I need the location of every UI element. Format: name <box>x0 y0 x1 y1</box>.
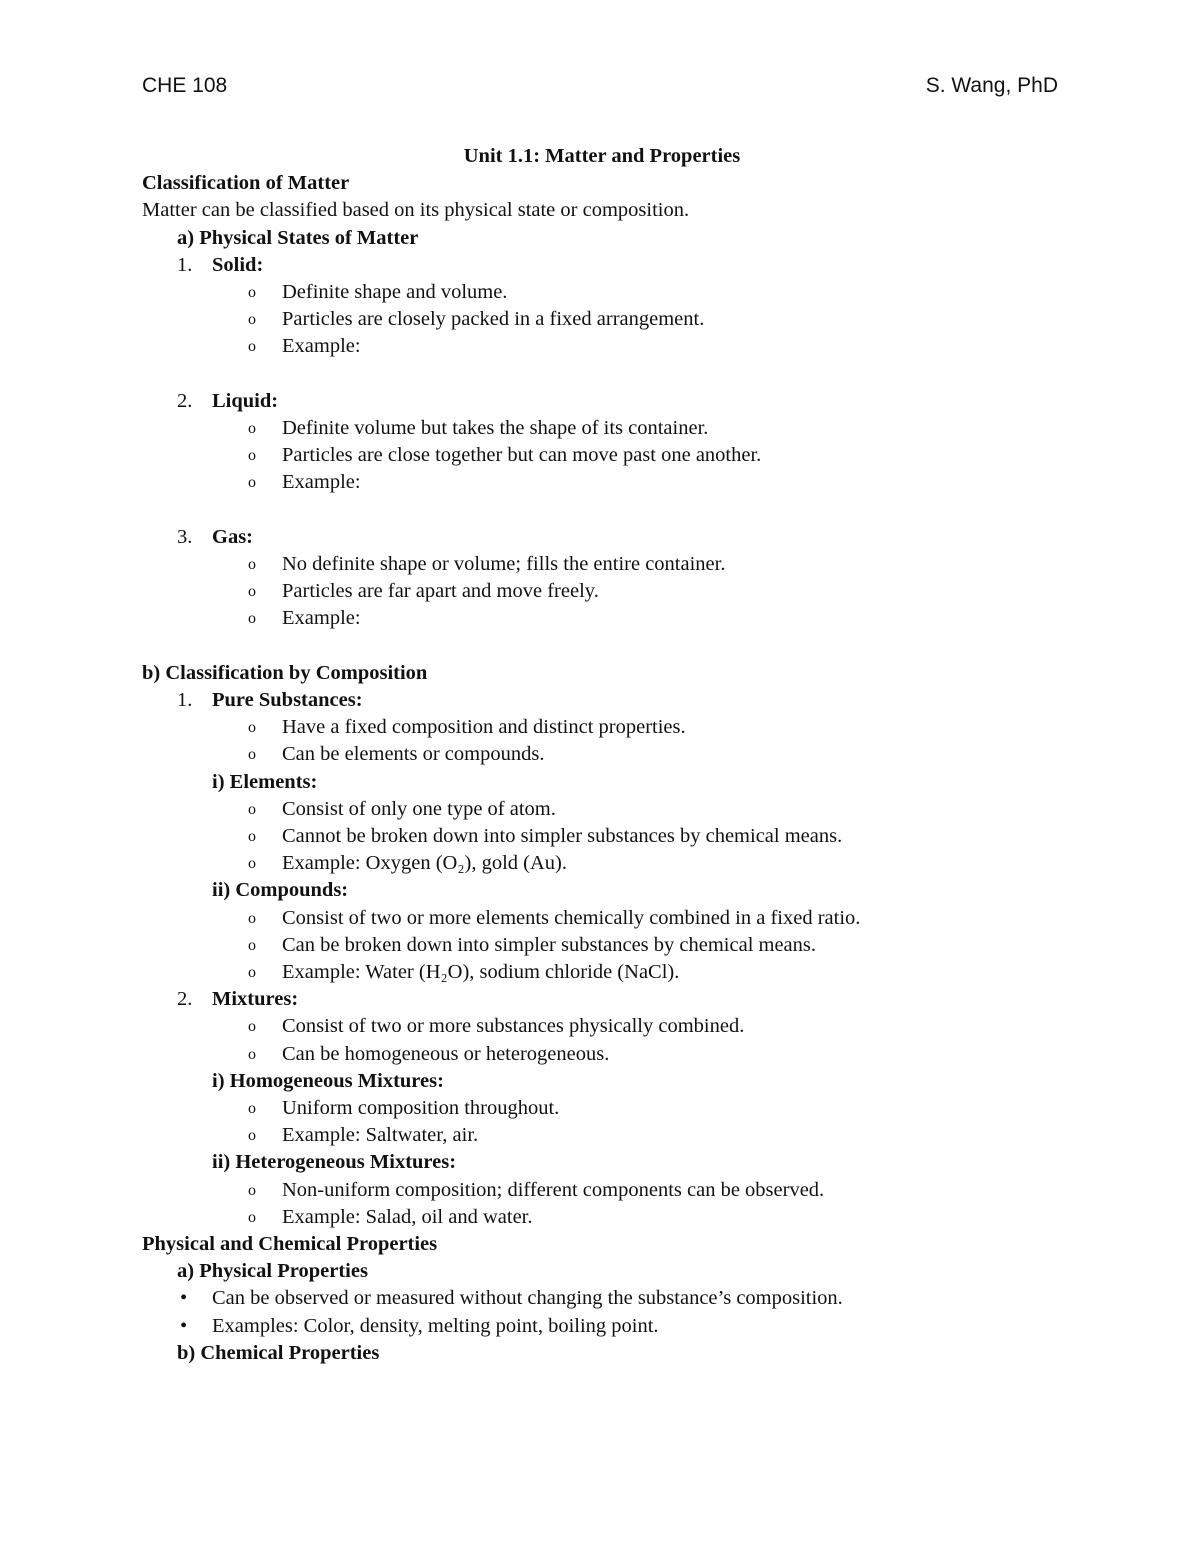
list-item: o Definite volume but takes the shape of its container. <box>142 415 1062 442</box>
circle-bullet-icon: o <box>248 1045 256 1063</box>
circle-bullet-icon: o <box>248 800 256 818</box>
state-name: Liquid: <box>212 389 279 412</box>
homogeneous-heading: i) Homogeneous Mixtures: <box>212 1069 444 1092</box>
document-body <box>142 143 1062 1367</box>
list-item: o Example: Oxygen (O₂), gold (Au). <box>142 850 1062 877</box>
list-item: o Example: Water (H₂O), sodium chloride (NaCl). <box>142 959 1062 986</box>
category-name: Mixtures: <box>212 988 299 1011</box>
page-title: Unit 1.1: Matter and Properties <box>463 145 741 167</box>
mixtures <box>142 986 1062 1013</box>
circle-bullet-icon: o <box>248 338 256 356</box>
state-name: Solid: <box>212 253 264 276</box>
author-name: S. Wang, PhD <box>925 74 1058 97</box>
pure-substances <box>142 687 1062 714</box>
circle-bullet-icon: o <box>248 420 256 438</box>
list-item: o Example: <box>142 333 1062 360</box>
list-item: o Uniform composition throughout. <box>142 1095 1062 1122</box>
circle-bullet-icon: o <box>248 474 256 492</box>
list-item: o Particles are closely packed in a fixed arrangement. <box>142 306 1062 333</box>
course-code: CHE 108 <box>142 74 228 97</box>
state-gas <box>142 524 1062 551</box>
circle-bullet-icon: o <box>248 1127 256 1145</box>
list-item: o Example: <box>142 605 1062 632</box>
circle-bullet-icon: o <box>248 828 256 846</box>
subsection-heading-composition: b) Classification by Composition <box>142 661 428 684</box>
circle-bullet-icon: o <box>248 284 256 302</box>
section-heading-properties: Physical and Chemical Properties <box>142 1233 438 1256</box>
list-item: o Particles are far apart and move freely. <box>142 578 1062 605</box>
physical-properties-heading: a) Physical Properties <box>177 1260 368 1283</box>
circle-bullet-icon: o <box>248 447 256 465</box>
circle-bullet-icon: o <box>248 855 256 873</box>
spacer <box>142 361 1062 388</box>
list-item: • Can be observed or measured without changing the substance’s composition. <box>142 1285 1062 1312</box>
list-item: o Definite shape and volume. <box>142 279 1062 306</box>
state-solid <box>142 252 1062 279</box>
category-name: Pure Substances: <box>212 689 363 712</box>
list-item: o Can be elements or compounds. <box>142 741 1062 768</box>
spacer <box>142 497 1062 524</box>
list-item: o Have a fixed composition and distinct properties. <box>142 714 1062 741</box>
spacer <box>142 633 1062 660</box>
list-item: o No definite shape or volume; fills the entire container. <box>142 551 1062 578</box>
state-name: Gas: <box>212 525 253 548</box>
list-item: o Cannot be broken down into simpler substances by chemical means. <box>142 823 1062 850</box>
chemical-properties-heading: b) Chemical Properties <box>177 1341 380 1364</box>
elements-heading: i) Elements: <box>212 770 318 793</box>
circle-bullet-icon: o <box>248 964 256 982</box>
intro-text: Matter can be classified based on its physical state or composition. <box>142 199 690 222</box>
circle-bullet-icon: o <box>248 1100 256 1118</box>
compounds-heading: ii) Compounds: <box>212 879 349 902</box>
heterogeneous-heading: ii) Heterogeneous Mixtures: <box>212 1151 457 1174</box>
circle-bullet-icon: o <box>248 610 256 628</box>
list-number: 2. <box>177 988 193 1011</box>
list-item: o Can be homogeneous or heterogeneous. <box>142 1041 1062 1068</box>
list-number: 3. <box>177 525 193 548</box>
circle-bullet-icon: o <box>248 311 256 329</box>
circle-bullet-icon: o <box>248 1018 256 1036</box>
list-item: o Consist of two or more elements chemically combined in a fixed ratio. <box>142 905 1062 932</box>
list-number: 2. <box>177 389 193 412</box>
list-item: o Example: Saltwater, air. <box>142 1122 1062 1149</box>
circle-bullet-icon: o <box>248 719 256 737</box>
circle-bullet-icon: o <box>248 746 256 764</box>
list-item: o Particles are close together but can move past one another. <box>142 442 1062 469</box>
circle-bullet-icon: o <box>248 936 256 954</box>
list-item: o Consist of only one type of atom. <box>142 796 1062 823</box>
list-item: o Can be broken down into simpler substances by chemical means. <box>142 932 1062 959</box>
list-item: o Example: <box>142 469 1062 496</box>
circle-bullet-icon: o <box>248 1181 256 1199</box>
circle-bullet-icon: o <box>248 1208 256 1226</box>
circle-bullet-icon: o <box>248 556 256 574</box>
state-liquid <box>142 388 1062 415</box>
list-item: • Examples: Color, density, melting point, boiling point. <box>142 1313 1062 1340</box>
list-item: o Non-uniform composition; different components can be observed. <box>142 1177 1062 1204</box>
list-item: o Example: Salad, oil and water. <box>142 1204 1062 1231</box>
section-heading-classification: Classification of Matter <box>142 172 350 195</box>
subsection-heading-states: a) Physical States of Matter <box>177 226 419 249</box>
circle-bullet-icon: o <box>248 583 256 601</box>
bullet-icon: • <box>180 1287 188 1310</box>
bullet-icon: • <box>180 1314 188 1337</box>
circle-bullet-icon: o <box>248 909 256 927</box>
list-number: 1. <box>177 689 193 712</box>
list-item: o Consist of two or more substances physically combined. <box>142 1013 1062 1040</box>
list-number: 1. <box>177 253 193 276</box>
